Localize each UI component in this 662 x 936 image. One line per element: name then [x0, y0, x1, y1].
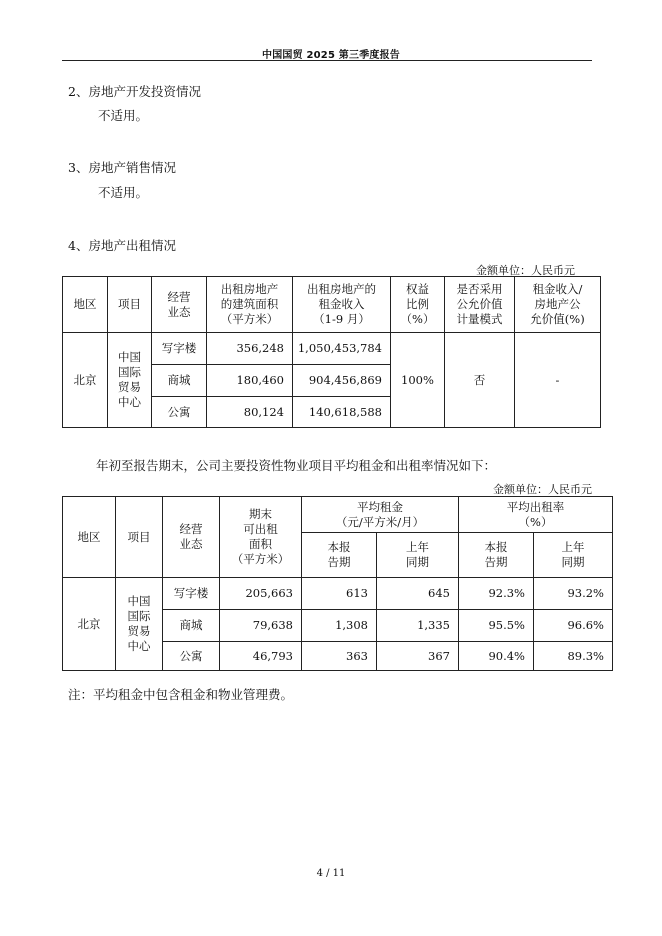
t1-area-cell: 180,460	[207, 365, 293, 397]
t2-header-rent-current: 本报 告期	[302, 533, 377, 578]
t2-region-cell: 北京	[63, 578, 116, 671]
table2-intro: 年初至报告期末，公司主要投资性物业项目平均租金和出租率情况如下：	[96, 458, 497, 473]
t1-ratio-cell: -	[515, 333, 601, 428]
t1-header-equity: 权益 比例 （%）	[391, 277, 445, 333]
section-2-body: 不适用。	[98, 108, 149, 123]
t1-header-project: 项目	[108, 277, 152, 333]
t1-header-income: 出租房地产的 租金收入 （1-9 月）	[293, 277, 391, 333]
section-3-heading: 3、房地产销售情况	[68, 160, 176, 175]
t1-header-region: 地区	[63, 277, 108, 333]
t1-area-cell: 80,124	[207, 397, 293, 428]
t1-area-cell: 356,248	[207, 333, 293, 365]
t2-header-rent-prior: 上年 同期	[377, 533, 459, 578]
t1-region-cell: 北京	[63, 333, 108, 428]
t2-rent-current-cell: 613	[302, 578, 377, 610]
t2-occ-prior-cell: 93.2%	[534, 578, 613, 610]
t1-header-area: 出租房地产 的建筑面积 （平方米）	[207, 277, 293, 333]
t2-format-cell: 商城	[163, 610, 220, 642]
section-3-body: 不适用。	[98, 185, 149, 200]
t1-header-fair-value: 是否采用 公允价值 计量模式	[445, 277, 515, 333]
section-4-heading: 4、房地产出租情况	[68, 238, 176, 253]
page-number: 4 / 11	[316, 868, 346, 879]
t2-rent-prior-cell: 645	[377, 578, 459, 610]
t1-income-cell: 1,050,453,784	[293, 333, 391, 365]
t1-format-cell: 写字楼	[152, 333, 207, 365]
table2-unit-note: 金额单位：人民币元	[493, 483, 592, 496]
page-header-title: 中国国贸 2025 第三季度报告	[262, 50, 400, 61]
t2-header-occupancy: 平均出租率 （%）	[459, 497, 613, 533]
t2-rent-current-cell: 363	[302, 642, 377, 671]
rent-occupancy-table	[62, 496, 613, 671]
t2-occ-current-cell: 95.5%	[459, 610, 534, 642]
t2-header-project: 项目	[116, 497, 163, 578]
t2-area-cell: 46,793	[220, 642, 302, 671]
t2-header-occ-prior: 上年 同期	[534, 533, 613, 578]
table1-unit-note: 金额单位：人民币元	[476, 264, 575, 277]
t1-header-format: 经营 业态	[152, 277, 207, 333]
t2-format-cell: 公寓	[163, 642, 220, 671]
t2-header-region: 地区	[63, 497, 116, 578]
t1-equity-cell: 100%	[391, 333, 445, 428]
table-row	[63, 333, 601, 365]
t1-project-cell: 中国 国际 贸易 中心	[108, 333, 152, 428]
t2-rent-current-cell: 1,308	[302, 610, 377, 642]
t2-area-cell: 205,663	[220, 578, 302, 610]
table-row	[63, 578, 613, 610]
t2-header-format: 经营 业态	[163, 497, 220, 578]
rental-table	[62, 276, 601, 428]
t1-fair-value-cell: 否	[445, 333, 515, 428]
t2-occ-prior-cell: 89.3%	[534, 642, 613, 671]
header-rule	[62, 60, 592, 61]
t2-occ-current-cell: 92.3%	[459, 578, 534, 610]
t1-income-cell: 904,456,869	[293, 365, 391, 397]
section-2-heading: 2、房地产开发投资情况	[68, 84, 201, 99]
footnote: 注：平均租金中包含租金和物业管理费。	[68, 687, 294, 702]
t2-header-avg-rent: 平均租金 （元/平方米/月）	[302, 497, 459, 533]
t2-occ-current-cell: 90.4%	[459, 642, 534, 671]
t2-rent-prior-cell: 367	[377, 642, 459, 671]
t2-header-occ-current: 本报 告期	[459, 533, 534, 578]
t2-rent-prior-cell: 1,335	[377, 610, 459, 642]
t1-income-cell: 140,618,588	[293, 397, 391, 428]
t2-area-cell: 79,638	[220, 610, 302, 642]
t2-format-cell: 写字楼	[163, 578, 220, 610]
t1-format-cell: 商城	[152, 365, 207, 397]
t2-occ-prior-cell: 96.6%	[534, 610, 613, 642]
t2-header-area: 期末 可出租 面积 （平方米）	[220, 497, 302, 578]
t1-format-cell: 公寓	[152, 397, 207, 428]
t1-header-ratio: 租金收入/ 房地产公 允价值(%)	[515, 277, 601, 333]
t2-project-cell: 中国 国际 贸易 中心	[116, 578, 163, 671]
